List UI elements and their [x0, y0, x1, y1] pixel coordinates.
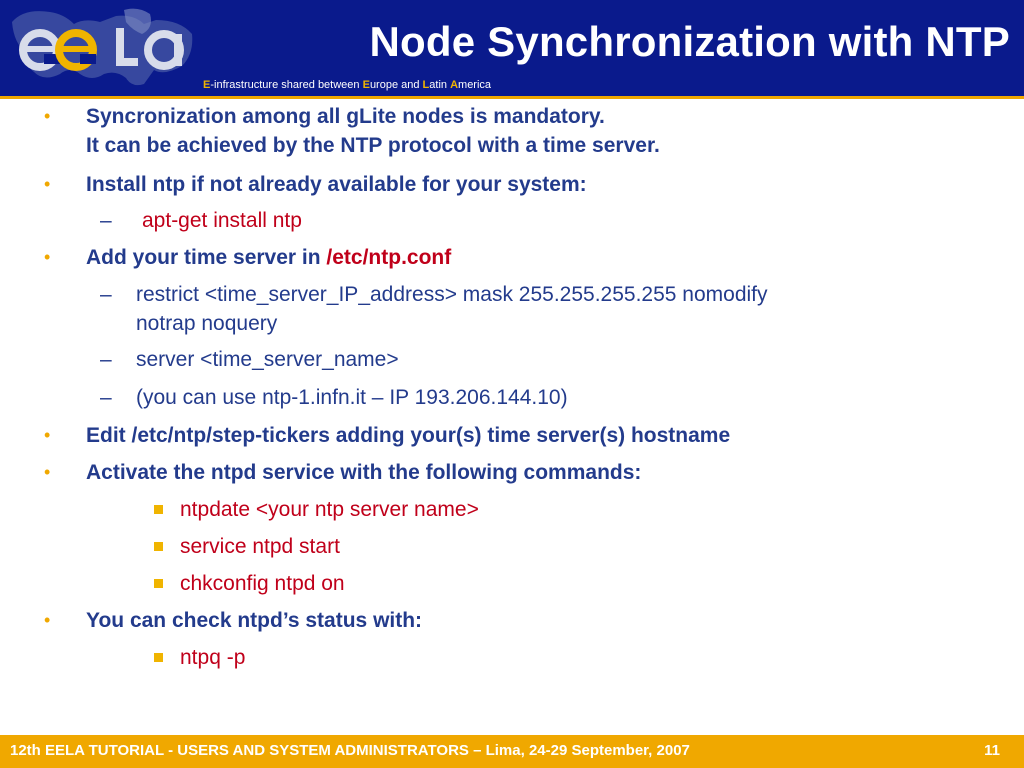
- subtitle-letter-latin: L: [422, 79, 430, 91]
- subitem-text: (you can use ntp-1.infn.it – IP 193.206.144.10): [136, 386, 568, 409]
- bullet-marker: •: [44, 247, 51, 267]
- footer-text: 12th EELA TUTORIAL - USERS AND SYSTEM ADMINISTRATORS – Lima, 24-29 September, 2007: [10, 742, 690, 759]
- footer-bar: [0, 735, 1024, 768]
- bullet-text: Syncronization among all gLite nodes is mandatory.: [86, 105, 605, 128]
- dash-marker: –: [100, 386, 112, 409]
- dash-marker: –: [100, 348, 112, 371]
- subitem-text: server <time_server_name>: [136, 348, 399, 371]
- slide-title: Node Synchronization with NTP: [369, 18, 1010, 65]
- command-text: service ntpd start: [180, 535, 340, 558]
- bullet-text: You can check ntpd’s status with:: [86, 609, 423, 632]
- header-divider: [0, 96, 1024, 99]
- bullet-text: Install ntp if not already available for your system:: [86, 173, 587, 196]
- header-bar: [0, 0, 1024, 96]
- bullet-text: It can be achieved by the NTP protocol with a time server.: [86, 134, 660, 157]
- bullet-marker: •: [44, 425, 51, 445]
- subtitle-text-4: merica: [458, 79, 492, 91]
- subtitle-letter-europe: E: [362, 79, 370, 91]
- subitem-text: apt-get install ntp: [142, 209, 302, 232]
- square-bullet-icon: [154, 579, 163, 588]
- square-bullet-icon: [154, 653, 163, 662]
- eela-logo: [4, 4, 200, 90]
- subitem-text: notrap noquery: [136, 312, 278, 335]
- bullet-text-prefix: Add your time server in: [86, 246, 327, 269]
- subtitle-text-3: atin: [429, 79, 451, 91]
- subtitle-letter-e: E: [203, 79, 211, 91]
- square-bullet-icon: [154, 542, 163, 551]
- subtitle-letter-america: A: [450, 79, 459, 91]
- bullet-text: Activate the ntpd service with the following commands:: [86, 461, 642, 484]
- command-text: ntpdate <your ntp server name>: [180, 498, 479, 521]
- subitem-text: restrict <time_server_IP_address> mask 255.255.255.255 nomodify: [136, 283, 768, 306]
- dash-marker: –: [100, 283, 112, 306]
- command-text: chkconfig ntpd on: [180, 572, 345, 595]
- slide-subtitle: [203, 79, 491, 91]
- ntp-conf-path: /etc/ntp.conf: [326, 246, 452, 269]
- command-text: ntpq -p: [180, 646, 246, 669]
- subtitle-text-2: urope and: [369, 79, 423, 91]
- bullet-marker: •: [44, 106, 51, 126]
- square-bullet-icon: [154, 505, 163, 514]
- bullet-text: [86, 243, 451, 272]
- dash-marker: –: [100, 209, 112, 232]
- bullet-text: Edit /etc/ntp/step-tickers adding your(s) time server(s) hostname: [86, 424, 731, 447]
- bullet-marker: •: [44, 174, 51, 194]
- bullet-marker: •: [44, 610, 51, 630]
- bullet-marker: •: [44, 462, 51, 482]
- page-number: 11: [984, 742, 1000, 759]
- subtitle-text-1: -infrastructure shared between: [210, 79, 363, 91]
